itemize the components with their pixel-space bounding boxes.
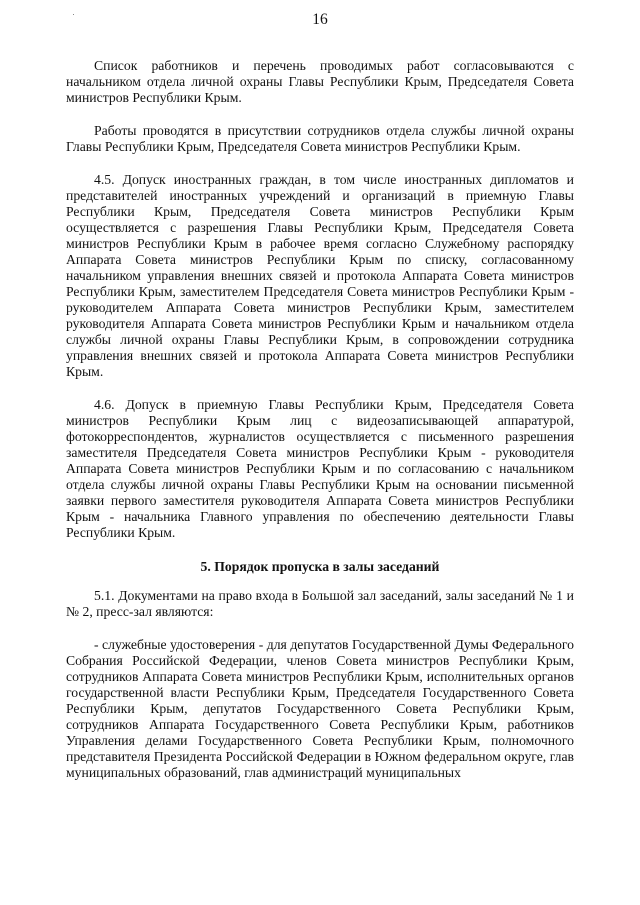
section-heading-5: 5. Порядок пропуска в залы заседаний [200,559,440,574]
paragraph-work-list-approval: Список работников и перечень проводимых работ согласовываются с начальником отдела личной охраны Главы Республики Крым, Председателя Совета министров Республики Крым. [66,58,574,105]
page-number: 16 [312,11,328,28]
document-body [66,58,574,781]
paragraph-work-supervision: Работы проводятся в присутствии сотрудников отдела службы личной охраны Главы Республики Крым, Председателя Совета министров Республики Крым. [66,123,574,154]
paragraph-4-6-media-access: 4.6. Допуск в приемную Главы Республики Крым, Председателя Совета министров Республики Крым лиц с видеозаписывающей аппаратурой, фотокорреспондентов, журналистов осуществляется с письменного разрешения заместителя Председателя Совета министров Республики Крым - руководителя Аппарата Совета министров Республики Крым и по согласованию с начальником отдела службы личной охраны Главы Республики Крым на основании письменной заявки первого заместителя руководителя Аппарата Совета министров Республики Крым - начальника Главного управления по обеспечению деятельности Главы Республики Крым. [66,397,574,540]
paragraph-service-ids: - служебные удостоверения - для депутатов Государственной Думы Федерального Собрания Российской Федерации, членов Совета министров Республики Крым, сотрудников Аппарата Совета министров Республики Крым, исполнительных органов государственной власти Республики Крым, Председателя Государственного Совета Республики Крым, депутатов Государственного Совета Республики Крым, сотрудников Аппарата Государственного Совета Республики Крым, работников Управления делами Государственного Совета Республики Крым, полномочного представителя Президента Российской Федерации в Южном федеральном округе, глав муниципальных образований, глав администраций муниципальных [66,637,574,780]
paragraph-4-5-foreign-access: 4.5. Допуск иностранных граждан, в том числе иностранных дипломатов и представителей иностранных учреждений и организаций в приемную Главы Республики Крым, Председателя Совета министров Республики Крым осуществляется с разрешения Главы Республики Крым, Председателя Совета министров Республики Крым в рабочее время согласно Служебному распорядку Аппарата Совета министров Республики Крым по списку, согласованному начальником управления внешних связей и протокола Аппарата Совета министров Республики Крым, заместителем Председателя Совета министров Республики Крым - руководителем Аппарата Совета министров Республики Крым, заместителем руководителя Аппарата Совета министров Республики Крым и начальником отдела службы личной охраны Главы Республики Крым, в сопровождении сотрудника управления внешних связей и протокола Аппарата Совета министров Республики Крым. [66,172,574,379]
paragraph-5-1-entry-documents: 5.1. Документами на право входа в Большой зал заседаний, залы заседаний № 1 и № 2, пресс-зал являются: [66,588,574,619]
